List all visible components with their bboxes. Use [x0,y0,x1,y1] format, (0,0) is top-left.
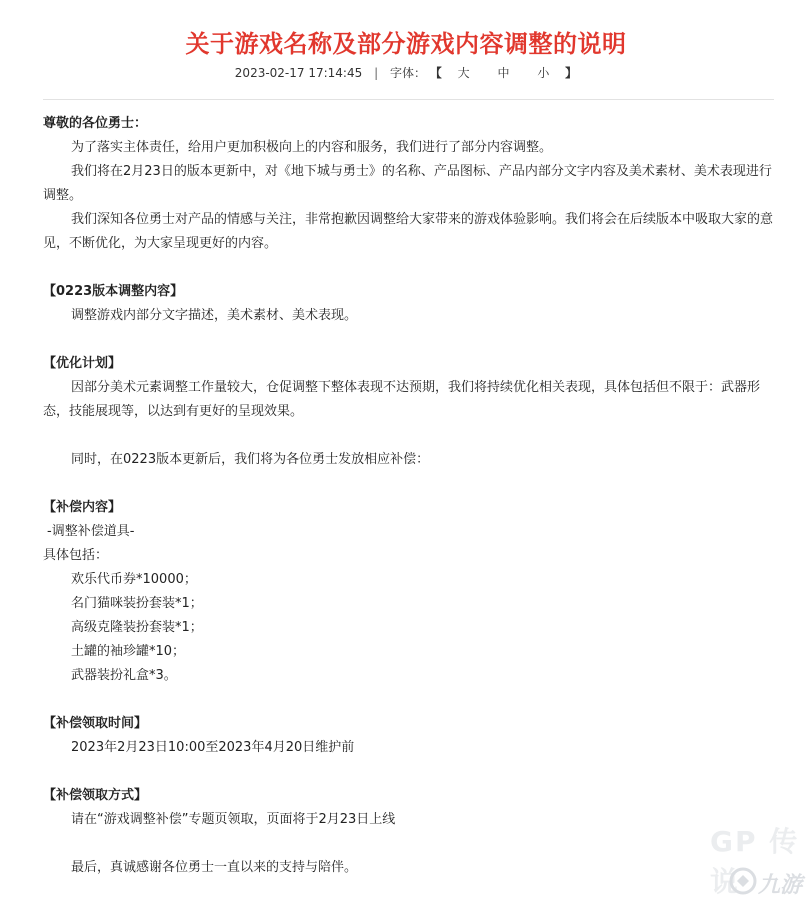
watermark-text: 九游 [758,873,803,898]
watermark-faint-text: GP 传说 [710,825,800,898]
paragraph-1: 为了落实主体责任，给用户更加积极向上的内容和服务，我们进行了部分内容调整。 [71,140,553,155]
bracket-open: 【 [429,66,442,80]
spacer [43,832,774,856]
font-size-small-button[interactable]: 小 [537,66,550,80]
article-title: 关于游戏名称及部分游戏内容调整的说明 [185,30,627,58]
meta-separator: | [374,66,379,80]
section-text-optimization: 因部分美术元素调整工作量较大，仓促调整下整体表现不达预期，我们将持续优化相关表现，具体包括但不限于：武器形态，技能展现等，以达到有更好的呈现效果。 [43,380,761,419]
article-meta [0,64,812,81]
section-text-compensation-notice: 同时，在0223版本更新后，我们将为各位勇士发放相应补偿： [71,452,430,467]
closing-text: 最后，真诚感谢各位勇士一直以来的支持与陪伴。 [71,860,358,875]
spacer [43,424,774,448]
section-heading-optimization: 【优化计划】 [43,356,122,371]
spacer [43,760,774,784]
section-heading-claim-method: 【补偿领取方式】 [43,788,148,803]
section-text-claim-method: 请在“游戏调整补偿”专题页领取，页面将于2月23日上线 [71,812,396,827]
paragraph-2: 我们将在2月23日的版本更新中，对《地下城与勇士》的名称、产品图标、产品内部分文字内容及美术素材、美术表现进行调整。 [43,164,772,203]
spacer [43,256,774,280]
publish-datetime: 2023-02-17 17:14:45 [234,66,363,80]
title-divider [43,99,774,100]
section-heading-adjustments: 【0223版本调整内容】 [43,284,184,299]
section-text-adjustments: 调整游戏内部分文字描述，美术素材、美术表现。 [71,308,358,323]
section-text-claim-time: 2023年2月23日10:00至2023年4月20日维护前 [71,740,355,755]
article-body [43,112,774,880]
section-heading-compensation: 【补偿内容】 [43,500,122,515]
compensation-intro: 具体包括： [43,548,109,563]
spacer [43,472,774,496]
jiuyou-logo-icon [728,866,758,896]
section-heading-claim-time: 【补偿领取时间】 [43,716,148,731]
compensation-item: 欢乐代币券*10000； [71,572,197,587]
font-size-large-button[interactable]: 大 [457,66,470,80]
font-size-medium-button[interactable]: 中 [497,66,510,80]
compensation-item: 土罐的袖珍罐*10； [71,644,186,659]
spacer [43,688,774,712]
spacer [43,328,774,352]
compensation-item: 高级克隆装扮套装*1； [71,620,203,635]
compensation-item: 名门猫咪装扮套装*1； [71,596,203,611]
bracket-close: 】 [565,66,578,80]
compensation-subtitle: -调整补偿道具- [47,524,135,539]
compensation-item: 武器装扮礼盒*3。 [71,668,177,683]
greeting: 尊敬的各位勇士： [43,116,148,131]
site-watermark [690,820,812,904]
font-size-label: 字体： [389,66,426,80]
paragraph-3: 我们深知各位勇士对产品的情感与关注，非常抱歉因调整给大家带来的游戏体验影响。我们将会在后续版本中吸取大家的意见，不断优化，为大家呈现更好的内容。 [43,212,774,251]
